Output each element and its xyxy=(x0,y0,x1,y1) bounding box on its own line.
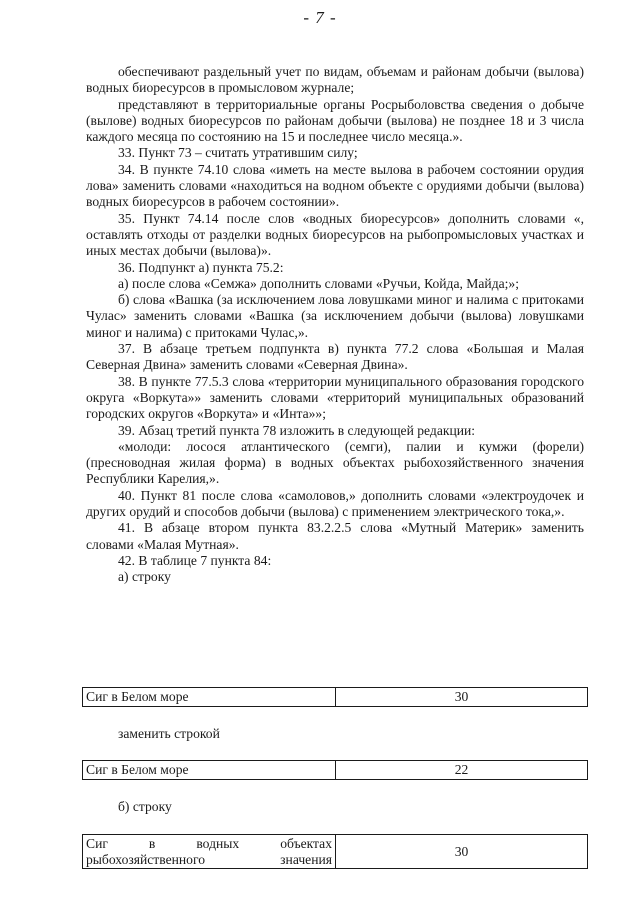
table-cell-species: Сиг в Белом море xyxy=(83,761,336,780)
paragraph: 35. Пункт 74.14 после слов «водных биоресурсов» дополнить словами «, оставлять отходы от разделки водных биоресурсов на рыбопромысловых участках и иных местах добычи (вылова)». xyxy=(86,210,584,259)
paragraph: 33. Пункт 73 – считать утратившим силу; xyxy=(118,145,358,161)
paragraph: 39. Абзац третий пункта 78 изложить в следующей редакции: xyxy=(118,422,476,438)
paragraph: 41. В абзаце втором пункта 83.2.2.5 слова «Мутный Материк» заменить словами «Малая Мутная». xyxy=(86,520,584,552)
species-line: Сиг в водных объектах xyxy=(86,835,332,851)
paragraph: 37. В абзаце третьем подпункта в) пункта 77.2 слова «Большая и Малая Северная Двина» заменить словами «Северная Двина». xyxy=(86,341,584,373)
paragraph: а) строку xyxy=(118,569,171,585)
table-row-a xyxy=(82,687,588,707)
paragraph: б) слова «Вашка (за исключением лова ловушками миног и налима с притоками Чулас» заменить словами «Вашка (за исключением добычи (вылова) ловушками миног и налима) с притоками Чулас,». xyxy=(86,292,584,340)
caption-replace: заменить строкой xyxy=(118,726,220,741)
table-cell-value: 22 xyxy=(336,761,588,780)
paragraph: а) после слова «Семжа» дополнить словами «Ручьи, Койда, Майда;»; xyxy=(118,275,519,291)
paragraph: представляют в территориальные органы Росрыболовства сведения о добыче (вылове) водных биоресурсов по районам добычи (вылова) не позднее 18 и 3 числа каждого месяца по состоянию на 15 и последнее число месяца.». xyxy=(86,96,584,145)
page-number: - 7 - xyxy=(303,8,337,27)
caption-b: б) строку xyxy=(118,799,172,814)
table-row-replacement xyxy=(82,760,588,780)
table-cell-species: Сиг в Белом море xyxy=(83,688,336,707)
table-row-b xyxy=(82,834,588,869)
paragraph: 36. Подпункт а) пункта 75.2: xyxy=(118,259,284,275)
paragraph: 34. В пункте 74.10 слова «иметь на месте вылова в рабочем состоянии орудия лова» заменить словами «находиться на водном объекте с орудиями добычи (вылова) водных биоресурсов в рабочем состоянии». xyxy=(86,161,584,210)
document-body xyxy=(86,64,584,586)
table-cell-value: 30 xyxy=(336,688,588,707)
species-line: рыбохозяйственного значения xyxy=(86,851,332,867)
paragraph: 40. Пункт 81 после слова «самоловов,» дополнить словами «электроудочек и других орудий и способов добычи (вылова) с применением электрического тока,». xyxy=(86,487,584,520)
paragraph: 42. В таблице 7 пункта 84: xyxy=(118,552,272,568)
paragraph: обеспечивают раздельный учет по видам, объемам и районам добычи (вылова) водных биоресурсов в промысловом журнале; xyxy=(86,64,584,96)
table-cell-value: 30 xyxy=(336,835,588,869)
paragraph: «молоди: лосося атлантического (семги), палии и кумжи (форели) (пресноводная жилая форма) в водных объектах рыбохозяйственного значения Республики Карелия,». xyxy=(86,438,584,487)
paragraph: 38. В пункте 77.5.3 слова «территории муниципального образования городского округа «Воркута»» заменить словами «территорий муниципальных образований городских округов «Воркута» и «Инта»»; xyxy=(86,373,584,422)
table-cell-species xyxy=(83,835,336,869)
